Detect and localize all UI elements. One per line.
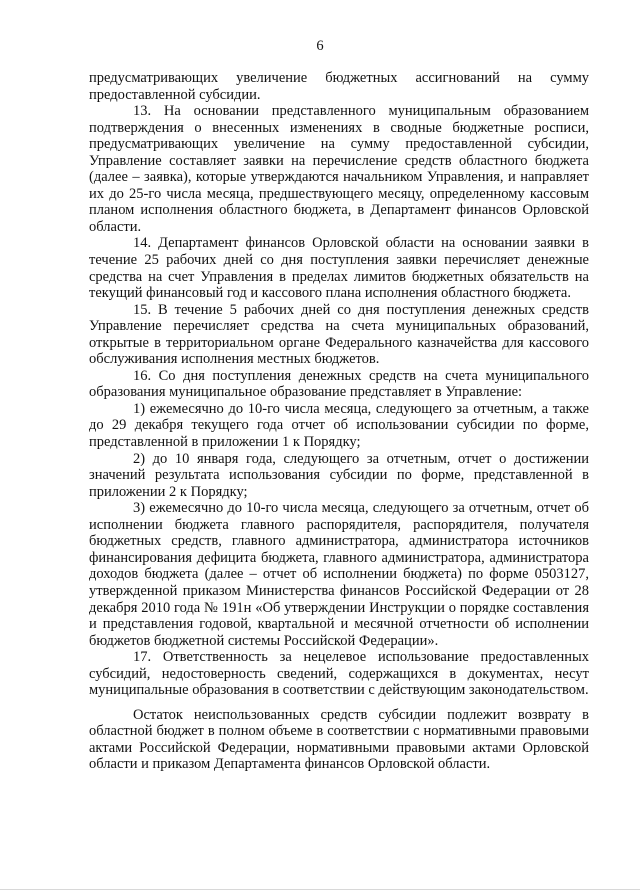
paragraph-remaining-funds: Остаток неиспользованных средств субсидии подлежит возврату в областной бюджет в полном объеме в соответствии с нормативными правовыми актами Российской Федерации, нормативными правовыми актами Орловской области и приказом Департамента финансов Орловской области. (89, 706, 589, 773)
paragraph-13: 13. На основании представленного муниципальным образованием подтверждения о внесенных изменениях в сводные бюджетные росписи, предусматривающих увеличение на сумму предоставленной субсидии, Управление составляет заявки на перечисление средств областного бюджета (далее – заявка), которые утверждаются начальником Управления, и направляет их до 25-го числа месяца, предшествующего месяцу, определенному кассовым планом исполнения областного бюджета, в Департамент финансов Орловской области. (89, 103, 589, 235)
page-number: 6 (316, 38, 324, 54)
paragraph-16-item-3: 3) ежемесячно до 10-го числа месяца, следующего за отчетным, отчет об исполнении бюджета главного распорядителя, распорядителя, получателя бюджетных средств, главного администратора, администратора источников финансирования дефицита бюджета, главного администратора, администратора доходов бюджета (далее – отчет об исполнении бюджета) по форме 0503127, утвержденной приказом Министерства финансов Российской Федерации от 28 декабря 2010 года № 191н «Об утверждении Инструкции о порядке составления и представления годовой, квартальной и месячной отчетности об исполнении бюджетов бюджетной системы Российской Федерации». (89, 500, 589, 649)
paragraph-16-item-2: 2) до 10 января года, следующего за отчетным, отчет о достижении значений результата использования субсидии по форме, представленной в приложении 2 к Порядку; (89, 450, 589, 500)
paragraph-continuation: предусматривающих увеличение бюджетных ассигнований на сумму предоставленной субсидии. (89, 70, 589, 103)
paragraph-17: 17. Ответственность за нецелевое использование предоставленных субсидий, недостоверность сведений, содержащихся в документах, несут муниципальные образования в соответствии с действующим законодательством. (89, 649, 589, 699)
document-body (89, 70, 589, 773)
paragraph-16: 16. Со дня поступления денежных средств на счета муниципального образования муниципальное образование представляет в Управление: (89, 367, 589, 401)
bottom-scan-edge (0, 889, 640, 890)
paragraph-14: 14. Департамент финансов Орловской области на основании заявки в течение 25 рабочих дней со дня поступления заявки перечисляет денежные средства на счет Управления в пределах лимитов бюджетных обязательств на текущий финансовый год и кассового плана исполнения областного бюджета. (89, 235, 589, 302)
paragraph-16-item-1: 1) ежемесячно до 10-го числа месяца, следующего за отчетным, а также до 29 декабря текущего года отчет об использовании субсидии по форме, представленной в приложении 1 к Порядку; (89, 400, 589, 451)
paragraph-15: 15. В течение 5 рабочих дней со дня поступления денежных средств Управление перечисляет средства на счета муниципальных образований, открытые в территориальном органе Федерального казначейства для кассового обслуживания исполнения местных бюджетов. (89, 301, 589, 368)
